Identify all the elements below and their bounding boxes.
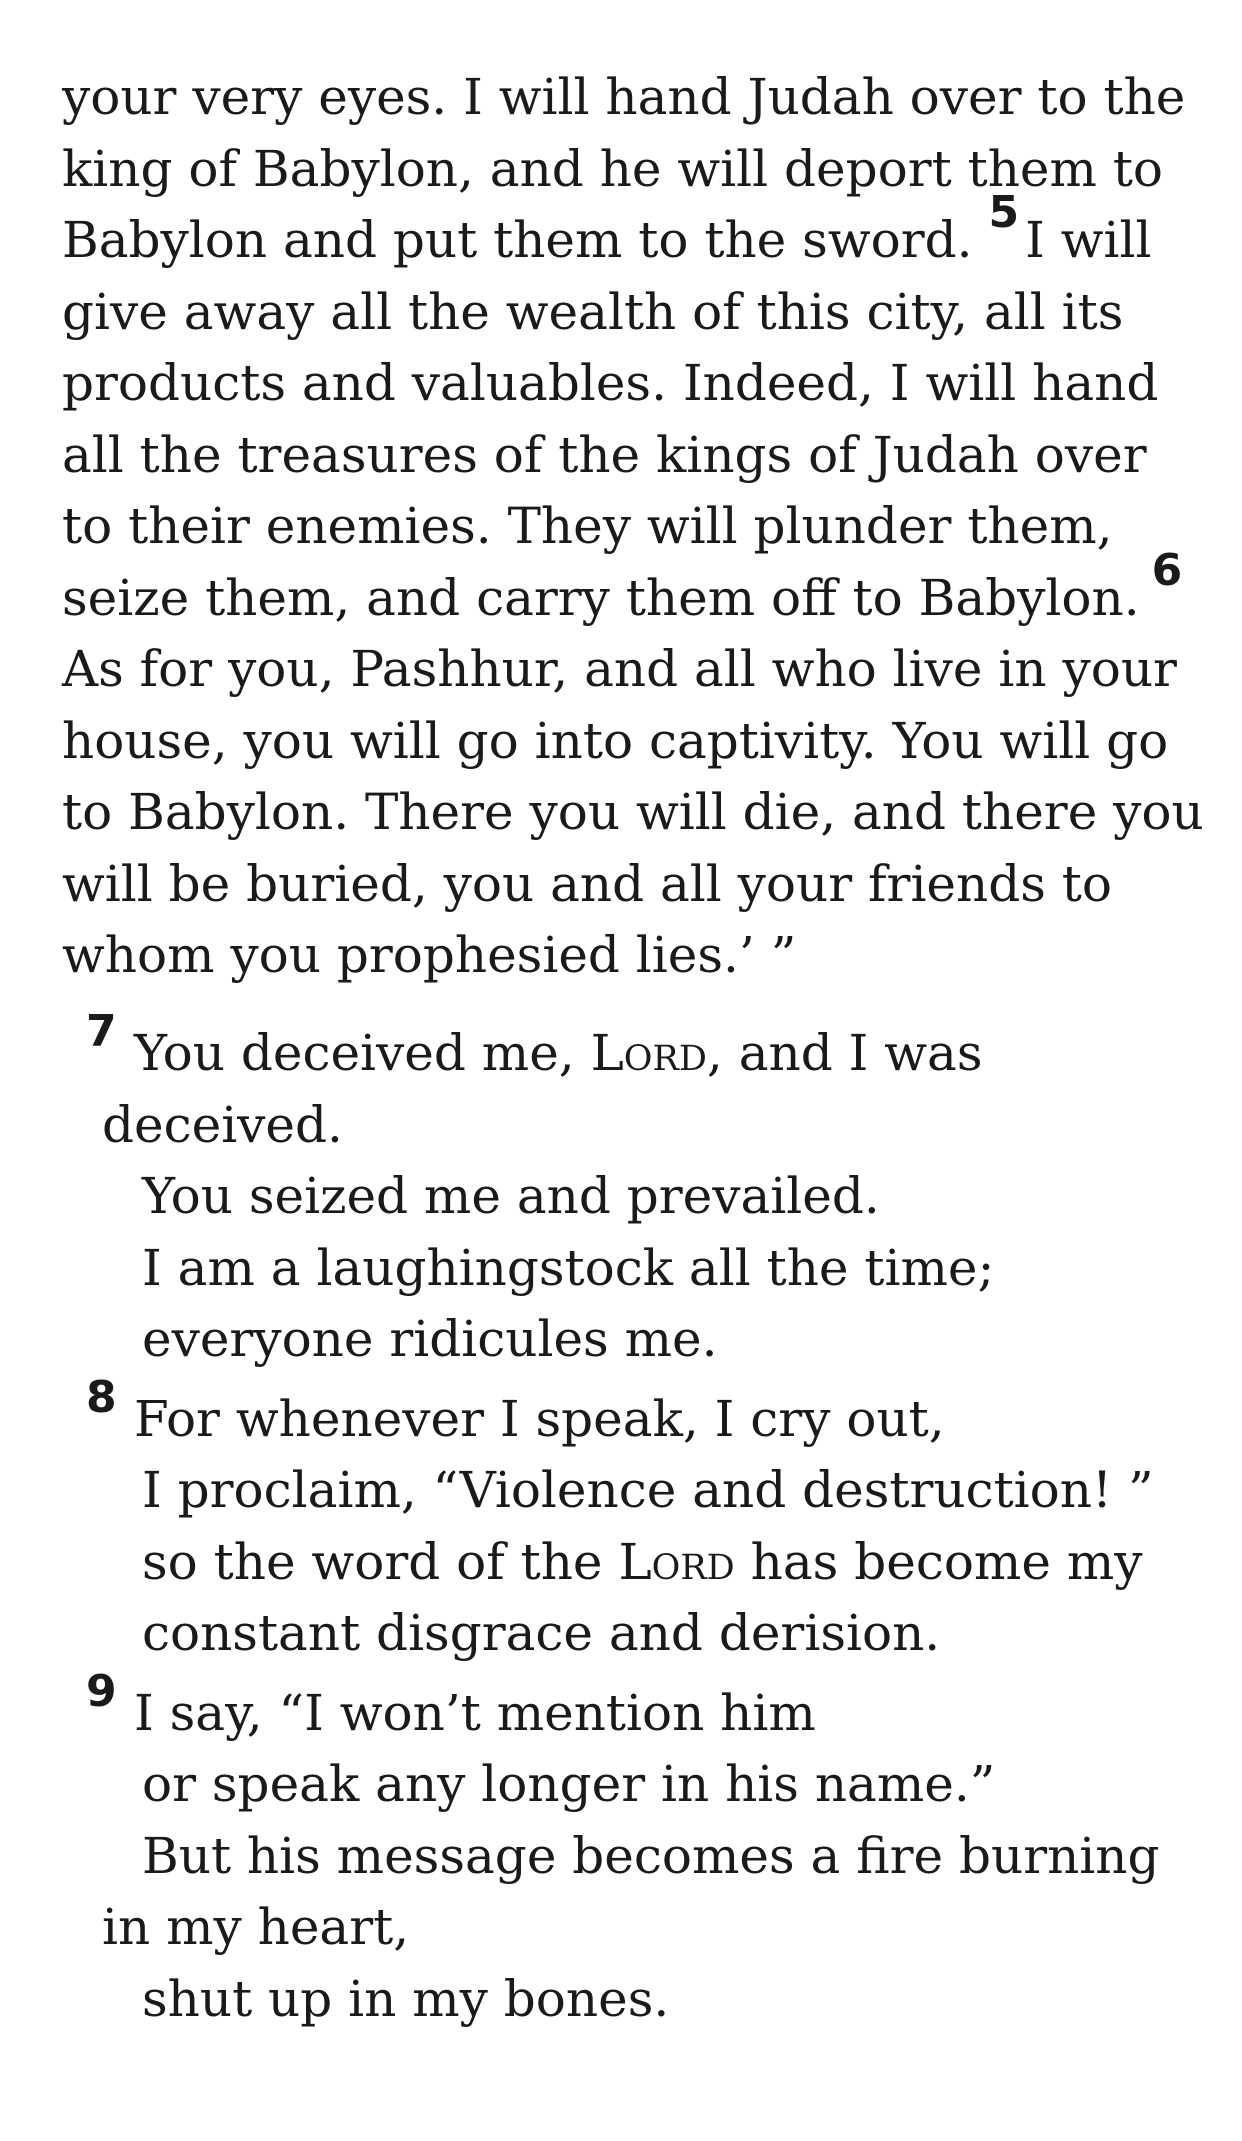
text-line: But his message becomes a fire burning [142, 1826, 1160, 1885]
text-segment: I say, “I won’t mention him [134, 1683, 816, 1742]
text-segment: I will [1025, 211, 1152, 269]
text-line: or speak any longer in his name.” [142, 1755, 996, 1813]
poetry-passage [62, 1006, 1212, 2035]
text-segment: For whenever I speak, I cry out, [134, 1389, 945, 1448]
text-segment: Babylon and put them to the sword. [62, 211, 973, 269]
text-line: constant disgrace and derision. [142, 1604, 941, 1662]
text-line: king of Babylon, and he will deport them to [62, 139, 1164, 198]
verse-7-line [62, 1006, 1212, 1090]
text-line: house, you will go into captivity. You will go [62, 711, 1169, 770]
text-segment: , and I was [706, 1024, 983, 1082]
stanza-gap [62, 1376, 1212, 1384]
text-line: I am a laughingstock all the time; [142, 1238, 995, 1297]
stanza-gap [62, 1670, 1212, 1678]
prose-passage [62, 62, 1212, 992]
text-segment: seize them, and carry them off to Babylon. [62, 568, 1140, 627]
text-line [62, 544, 1212, 635]
text-line: As for you, Pashhur, and all who live in your [62, 640, 1177, 698]
text-line: all the treasures of the kings of Judah over [62, 425, 1147, 484]
verse-number-8: 8 [86, 1371, 117, 1423]
text-segment [86, 1024, 983, 1082]
text-line: I proclaim, “Violence and destruction! ” [142, 1461, 1154, 1519]
text-line: will be buried, you and all your friends to [62, 854, 1112, 913]
divine-name: Lord [590, 1024, 707, 1082]
text-line: in my heart, [102, 1898, 410, 1956]
text-line: products and valuables. Indeed, I will hand [62, 354, 1159, 412]
verse-number-6: 6 [1151, 544, 1183, 596]
text-line [62, 187, 1212, 277]
text-segment: You deceived me, [134, 1024, 575, 1082]
text-line: deceived. [102, 1095, 343, 1154]
text-line: You seized me and prevailed. [142, 1167, 880, 1225]
verse-number-5: 5 [988, 187, 1020, 238]
text-line [62, 1527, 1212, 1599]
text-line: give away all the wealth of this city, all its [62, 282, 1124, 341]
divine-name: Lord [618, 1532, 735, 1591]
text-segment: has become my [750, 1532, 1143, 1591]
verse-9-line [62, 1665, 1212, 1750]
text-line: everyone ridicules me. [142, 1310, 718, 1368]
text-line: your very eyes. I will hand Judah over to the [62, 68, 1186, 126]
text-segment: so the word of the [142, 1532, 603, 1591]
verse-number-9: 9 [86, 1665, 117, 1717]
text-line: to Babylon. There you will die, and there you [62, 783, 1204, 841]
text-line: to their enemies. They will plunder them, [62, 497, 1113, 555]
verse-number-7: 7 [86, 1006, 117, 1057]
verse-8-line [62, 1371, 1212, 1456]
text-line: shut up in my bones. [142, 1969, 670, 2028]
text-line: whom you prophesied lies.’ ” [62, 926, 797, 984]
